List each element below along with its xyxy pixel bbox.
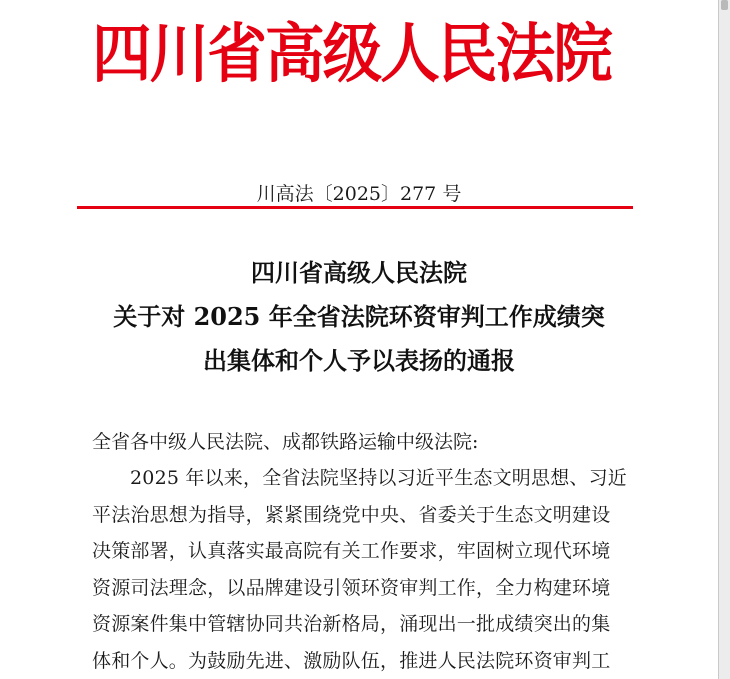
paragraph-line: 决策部署，认真落实最高院有关工作要求，牢固树立现代环境 <box>92 540 611 562</box>
paragraph-line: 体和个人。为鼓励先进、激励队伍，推进人民法院环资审判工 <box>92 649 611 672</box>
paragraph-line: 平法治思想为指导，紧紧围绕党中央、省委关于生态文明建设 <box>92 503 611 526</box>
scrollbar-thumb[interactable] <box>721 0 728 10</box>
document-title <box>0 251 718 383</box>
title-line-3: 出集体和个人予以表扬的通报 <box>203 346 515 375</box>
paragraph-line: 资源案件集中管辖协同共治新格局，涌现出一批成绩突出的集 <box>92 613 611 635</box>
scrollbar-track[interactable] <box>719 0 730 679</box>
issuer-masthead: 四川省高级人民法院 <box>92 17 611 92</box>
title-line-1: 四川省高级人民法院 <box>251 258 467 287</box>
red-divider-line <box>77 206 633 209</box>
paragraph-line: 资源司法理念，以品牌建设引领环资审判工作，全力构建环境 <box>92 576 611 599</box>
document-body <box>92 424 632 679</box>
title-line-2: 关于对 2025 年全省法院环资审判工作成绩突 <box>113 302 605 331</box>
document-number: 川高法〔2025〕277 号 <box>256 183 462 205</box>
paragraph-line: 2025 年以来，全省法院坚持以习近平生态文明思想、习近 <box>130 467 627 489</box>
salutation: 全省各中级人民法院、成都铁路运输中级法院: <box>92 431 479 453</box>
